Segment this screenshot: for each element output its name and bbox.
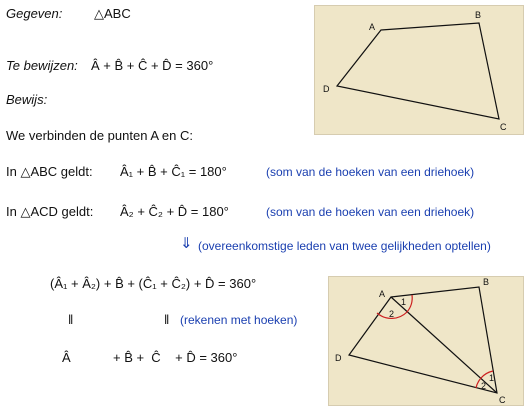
step3-prefix: In △ACD geldt: [6,204,94,219]
step4-arrow: ⇓ [180,235,193,252]
proof-label: Bewijs: [6,92,48,107]
step6-bar1: ‖ [68,312,74,327]
vertex-label-a: A [369,22,376,32]
step7-a: Â [62,350,71,365]
step5-equation: (Â₁ + Â₂) + B̂ + (Ĉ₁ + Ĉ₂) + D̂ = 360° [50,276,257,291]
vertex-label-a: A [379,289,386,299]
vertex-label-b: B [483,277,490,287]
angle-arc-a1 [407,295,412,312]
step2-note: (som van de hoeken van een driehoek) [266,165,475,179]
step4-note: (overeenkomstige leden van twee gelijkheden optellen) [198,239,491,253]
given-value: △ABC [94,6,131,21]
angle-number-c2: 2 [481,381,487,391]
vertex-label-d: D [335,353,342,363]
step2-prefix: In △ABC geldt: [6,164,93,179]
angle-number-c1: 1 [489,373,495,383]
figure-quadrilateral-bottom [328,276,524,406]
step3-equation: Â₂ + Ĉ₂ + D̂ = 180° [120,204,229,219]
step7-rest: + B̂ + Ĉ + D̂ = 360° [113,350,238,365]
angle-number-a1: 1 [401,297,407,307]
step3-note: (som van de hoeken van een driehoek) [266,205,475,219]
vertex-label-b: B [475,10,482,20]
to-prove-label: Te bewijzen: [6,58,78,73]
step6-note: (rekenen met hoeken) [180,313,298,327]
angle-number-a2: 2 [389,309,395,319]
figure-quadrilateral-top [314,5,524,135]
to-prove-value: Â + B̂ + Ĉ + D̂ = 360° [91,58,214,73]
given-label: Gegeven: [6,6,63,21]
step2-equation: Â₁ + B̂ + Ĉ₁ = 180° [120,164,227,179]
step1-text: We verbinden de punten A en C: [6,128,193,143]
vertex-label-c: C [499,395,506,405]
quadrilateral-shape [337,23,499,119]
quadrilateral-shape [349,287,497,393]
vertex-label-c: C [500,122,507,132]
vertex-label-d: D [323,84,330,94]
step6-bar2: ‖ [164,312,170,327]
